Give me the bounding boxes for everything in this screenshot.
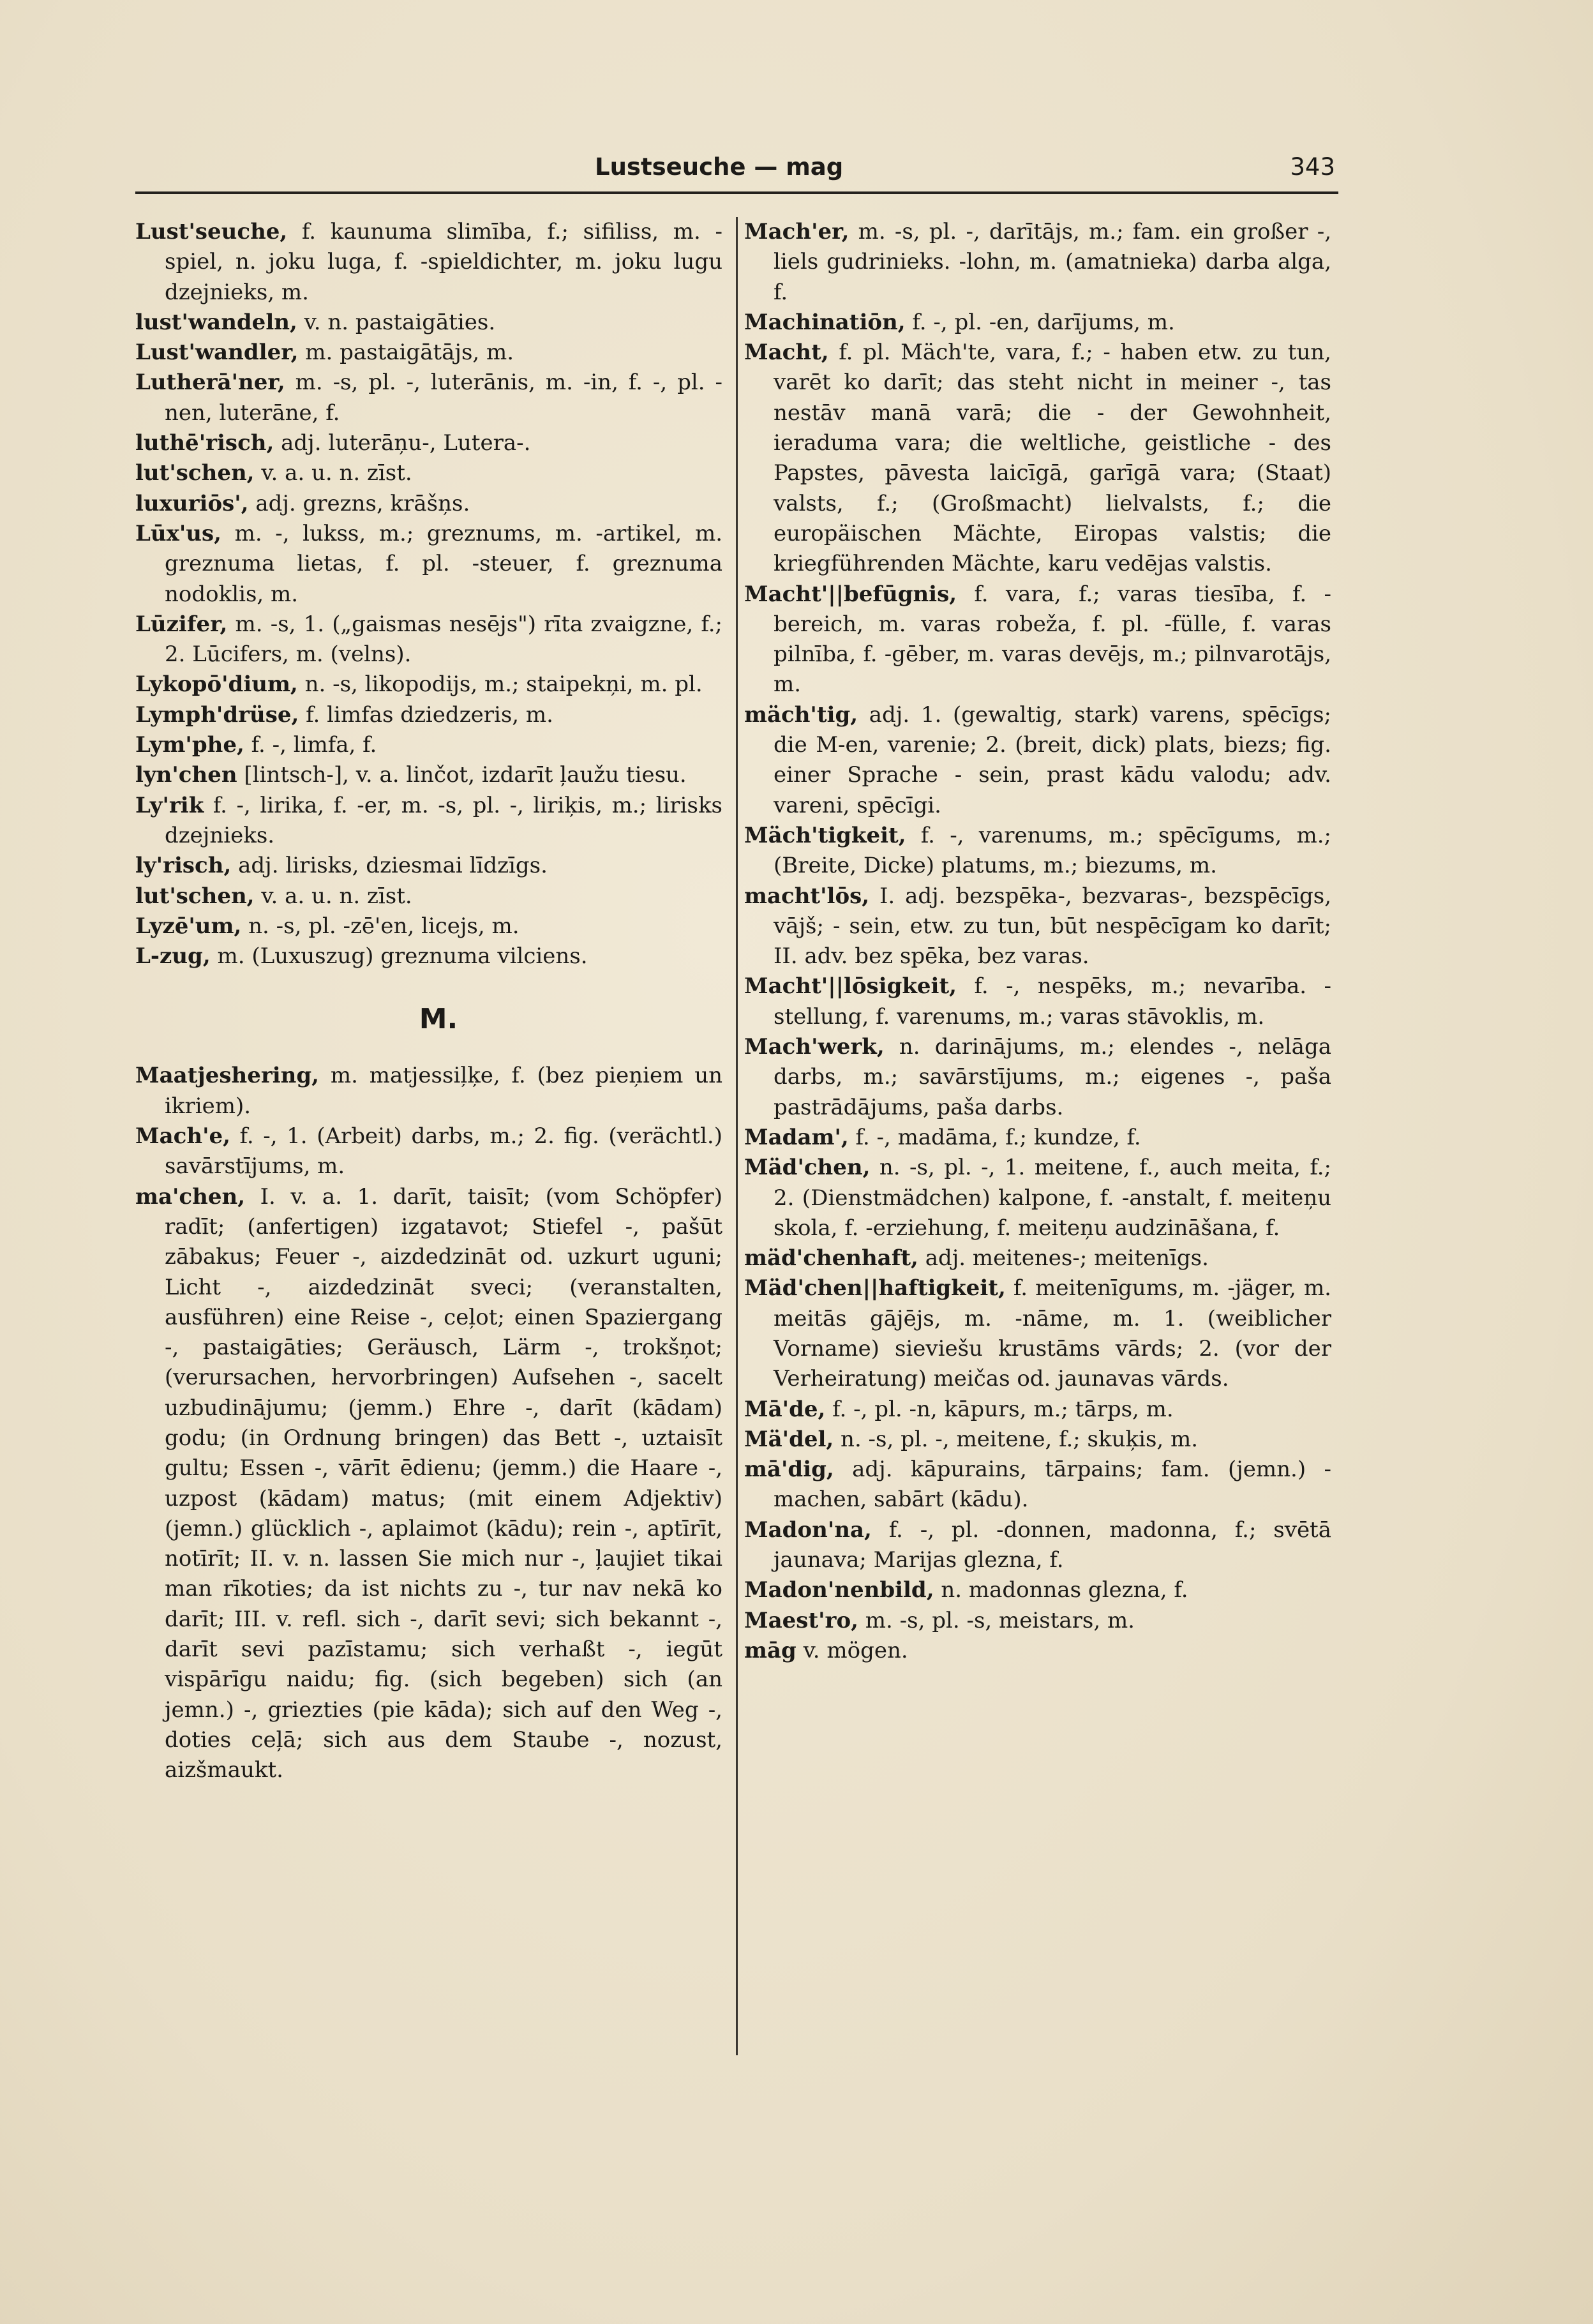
entry-definition: I. v. a. 1. darīt, taisīt; (vom Schöpfer) radīt; (anfertigen) izgatavot; Stiefel -, pašūt zābakus; Feuer -, aizdedzināt od. uzkurt uguni; Licht -, aizdedzināt sveci; (veranstalten, ausführen) eine Reise -, ceļot; einen Spaziergang -, pastaigāties; Geräusch, Lärm -, trokšņot; (verursachen, hervorbringen) Aufsehen -, sacelt uzbudinājumu; (jemm.) Ehre -, darīt (kādam) godu; (in Ordnung bringen) das Bett -, uztaisīt gultu; Essen -, vārīt ēdienu; (jemm.) die Haare -, uzpost (kādam) matus; (mit einem Adjektiv) (jemn.) glücklich -, aplaimot (kādu); rein -, aptīrīt, notīrīt; II. v. n. lassen Sie mich nur -, ļaujiet tikai man rīkoties; da ist nichts zu -, tur nav nekā ko darīt; III. v. refl. sich -, darīt sevi; sich bekannt -, darīt sevi pazīstamu; sich verhaßt -, iegūt vispārīgu naidu; fig. (sich begeben) sich (an jemn.) -, griezties (pie kāda); sich auf den Weg -, doties ceļā; sich aus dem Staube -, nozust, aizšmaukt. [165,1183,722,1783]
entry-headword: Madon'na, [744,1517,872,1543]
dictionary-entry [744,1153,1331,1243]
entry-definition: m. -, lukss, m.; greznums, m. -artikel, m. greznuma lietas, f. pl. -steuer, f. greznuma nodoklis, m. [165,520,722,607]
dictionary-entry [135,791,722,851]
entry-headword: luthē'risch, [135,430,274,456]
entry-headword: Lūzifer, [135,611,228,637]
dictionary-entry [744,1575,1331,1605]
dictionary-entry [744,1273,1331,1394]
entry-definition: adj. meitenes-; meitenīgs. [918,1245,1209,1271]
entry-definition: adj. kāpurains, tārpains; fam. (jemn.) - machen, sabārt (kādu). [774,1457,1331,1513]
entry-definition: adj. 1. (gewaltig, stark) varens, spēcīgs; die M-en, varenie; 2. (breit, dick) plats, biezs; fig. einer Sprache - sein, prast kādu valodu; adv. vareni, spēcīgi. [774,701,1331,818]
right-entries [744,217,1331,1666]
entry-headword: Mach'e, [135,1123,230,1150]
entry-definition: m. -s, pl. -, luterānis, m. -in, f. -, pl. -nen, luterāne, f. [165,370,722,426]
entry-headword: lut'schen, [135,460,255,486]
dictionary-entry [744,971,1331,1032]
entry-definition: f. -, limfa, f. [244,732,377,758]
entry-definition: v. mögen. [796,1637,908,1663]
entry-definition: f. -, madāma, f.; kundze, f. [848,1124,1141,1150]
dictionary-entry [744,217,1331,308]
entry-definition: f. meitenīgums, m. -jäger, m. meitās gājējs, m. -nāme, m. 1. (weiblicher Vorname) sieviešu krustāms vārds; 2. (vor der Verheiratung) meičas od. jaunavas vārds. [774,1275,1331,1392]
entry-headword: L-zug, [135,943,211,970]
entry-definition: f. -, pl. -donnen, madonna, f.; svētā jaunava; Marijas glezna, f. [774,1517,1331,1573]
dictionary-entry [744,1425,1331,1455]
entry-headword: Madon'nenbild, [744,1577,934,1603]
entry-definition: f. kaunuma slimība, f.; sifiliss, m. -spiel, n. joku luga, f. -spieldichter, m. joku lugu dzejnieks, m. [165,219,722,305]
entry-definition: f. -, lirika, f. -er, m. -s, pl. -, liriķis, m.; lirisks dzejnieks. [165,792,722,848]
dictionary-entry [135,428,722,458]
entry-definition: f. -, nespēks, m.; nevarība. -stellung, f. varenums, m.; varas stāvoklis, m. [774,973,1331,1030]
entry-headword: Lyzē'um, [135,913,242,939]
entry-definition: f. limfas dziedzeris, m. [299,701,553,728]
dictionary-entry [744,1606,1331,1636]
entry-headword: ma'chen, [135,1183,246,1210]
entry-definition: f. -, varenums, m.; spēcīgums, m.; (Breite, Dicke) platums, m.; biezums, m. [774,822,1331,879]
dictionary-entry [135,670,722,700]
entry-definition: n. madonnas glezna, f. [934,1577,1188,1603]
entry-definition: m. -s, 1. („gaismas nesējs") rīta zvaigzne, f.; 2. Lūcifers, m. (velns). [165,611,722,668]
entry-headword: Lūx'us, [135,520,222,546]
entry-headword: Machinatiōn, [744,309,906,335]
entry-headword: lust'wandeln, [135,309,297,335]
dictionary-entry [744,1123,1331,1153]
entry-headword: Lykopō'dium, [135,671,298,698]
left-entries [135,217,722,971]
entry-definition: f. -, pl. -en, darījums, m. [905,309,1175,335]
dictionary-entry [744,1636,1331,1666]
dictionary-entry [744,821,1331,881]
entry-headword: lut'schen, [135,883,255,909]
entry-definition: I. adj. bezspēka-, bezvaras-, bezspēcīgs, vājš; - sein, etw. zu tun, būt nespēcīgam ko darīt; II. adv. bez spēka, bez varas. [774,883,1331,970]
entry-definition: n. -s, likopodijs, m.; staipekņi, m. pl. [297,671,703,698]
dictionary-entry [744,308,1331,338]
entry-definition: adj. luterāņu-, Lutera-. [274,430,531,456]
dictionary-entry [135,458,722,488]
column-divider [736,217,738,2055]
dictionary-entry [744,1515,1331,1576]
entry-headword: Lust'seuche, [135,219,288,244]
right-column [744,217,1331,1666]
left-m-entries [135,1061,722,1785]
entry-definition: n. darinājums, m.; elendes -, nelāga darbs, m.; savārstījums, m.; eigenes -, paša pastrādājums, paša darbs. [774,1034,1331,1120]
entry-definition: f. vara, f.; varas tiesība, f. -bereich, m. varas robeža, f. pl. -fülle, f. varas pilnība, f. -gēber, m. varas devējs, m.; pilnvarotājs, m. [774,581,1331,698]
entry-headword: mäch'tig, [744,701,858,728]
entry-headword: Maatjeshering, [135,1063,319,1089]
entry-definition: m. matjessiļķe, f. (bez pieņiem un ikriem). [165,1063,722,1119]
entry-definition: n. -s, pl. -zē'en, licejs, m. [241,913,520,939]
entry-headword: luxuriōs', [135,490,249,516]
entry-definition: v. a. u. n. zīst. [254,883,412,909]
dictionary-entry [135,911,722,941]
dictionary-entry [135,730,722,760]
dictionary-entry [744,700,1331,821]
entry-definition: f. pl. Mäch'te, vara, f.; - haben etw. zu tun, varēt ko darīt; das steht nicht in meiner -, tas nestāv manā varā; die - der Gewohnheit, ieraduma vara; die weltliche, geistliche - des Papstes, pāvesta laicīgā, garīgā vara; (Staat) valsts, f.; (Großmacht) lielvalsts, f.; die europäischen Mächte, Eiropas valstis; die kriegführenden Mächte, karu vedējas valstis. [774,340,1331,577]
dictionary-entry [135,881,722,911]
entry-headword: lyn'chen [135,762,237,788]
entry-definition: n. -s, pl. -, 1. meitene, f., auch meita, f.; 2. (Dienstmädchen) kalpone, f. -anstalt, f. meiteņu skola, f. -erziehung, f. meiteņu audzināšana, f. [774,1155,1331,1241]
dictionary-entry [135,1061,722,1121]
dictionary-entry [744,1395,1331,1425]
section-letter: M. [419,1003,458,1036]
dictionary-entry [135,851,722,881]
entry-definition: n. -s, pl. -, meitene, f.; skuķis, m. [834,1426,1199,1452]
entry-headword: Lutherā'ner, [135,370,285,396]
entry-headword: Lym'phe, [135,732,244,758]
entry-headword: mā'dig, [744,1457,834,1483]
entry-headword: Lust'wandler, [135,340,299,366]
dictionary-entry [135,1182,722,1786]
dictionary-entry [135,1121,722,1182]
dictionary-entry [135,368,722,428]
entry-definition: m. pastaigātājs, m. [298,340,514,366]
header-rule [135,191,1338,194]
entry-headword: Macht, [744,340,829,366]
dictionary-entry [135,308,722,338]
dictionary-entry [135,941,722,971]
dictionary-entry [135,489,722,519]
entry-headword: Mä'del, [744,1426,834,1452]
left-column [135,217,722,1786]
entry-definition: m. (Luxuszug) greznuma vilciens. [210,943,588,970]
entry-definition: f. -, 1. (Arbeit) darbs, m.; 2. fig. (verächtl.) savārstījums, m. [165,1123,722,1180]
dictionary-entry [135,217,722,308]
entry-definition: [lintsch-], v. a. linčot, izdarīt ļaužu tiesu. [237,762,687,788]
entry-headword: Maest'ro, [744,1607,858,1633]
entry-definition: adj. lirisks, dziesmai līdzīgs. [231,853,548,879]
dictionary-entry [744,1243,1331,1273]
entry-headword: Mā'de, [744,1396,826,1422]
dictionary-entry [135,519,722,610]
entry-headword: Ly'rik [135,792,204,818]
entry-headword: ly'risch, [135,853,232,879]
entry-definition: f. -, pl. -n, kāpurs, m.; tārps, m. [825,1396,1174,1422]
running-head: Lustseuche — mag [595,153,844,181]
dictionary-entry [744,338,1331,579]
entry-headword: Mach'werk, [744,1034,885,1060]
dictionary-entry [135,338,722,368]
entry-headword: macht'lōs, [744,883,870,909]
entry-headword: Mäch'tigkeit, [744,822,906,848]
entry-headword: Mäd'chen, [744,1155,871,1181]
entry-headword: Mach'er, [744,219,849,244]
entry-headword: Mäd'chen||haftigkeit, [744,1275,1006,1301]
dictionary-entry [135,700,722,730]
entry-definition: adj. grezns, krāšņs. [248,490,470,516]
dictionary-entry [744,1455,1331,1515]
entry-definition: v. a. u. n. zīst. [254,460,412,486]
entry-headword: Lymph'drüse, [135,701,299,728]
entry-definition: m. -s, pl. -s, meistars, m. [858,1607,1135,1633]
dictionary-entry [135,610,722,670]
page-number: 343 [1290,153,1335,181]
entry-headword: Madam', [744,1124,849,1150]
dictionary-entry [744,580,1331,700]
dictionary-entry [135,760,722,790]
entry-headword: mäd'chenhaft, [744,1245,918,1271]
entry-headword: Macht'||lōsigkeit, [744,973,957,1000]
entry-definition: m. -s, pl. -, darītājs, m.; fam. ein großer -, liels gudrinieks. -lohn, m. (amatnieka) darba alga, f. [774,219,1331,305]
entry-headword: māg [744,1637,796,1663]
entry-headword: Macht'||befūgnis, [744,581,957,607]
dictionary-entry [744,1032,1331,1123]
dictionary-entry [744,881,1331,972]
entry-definition: v. n. pastaigāties. [297,309,496,335]
page-header [135,153,1335,191]
